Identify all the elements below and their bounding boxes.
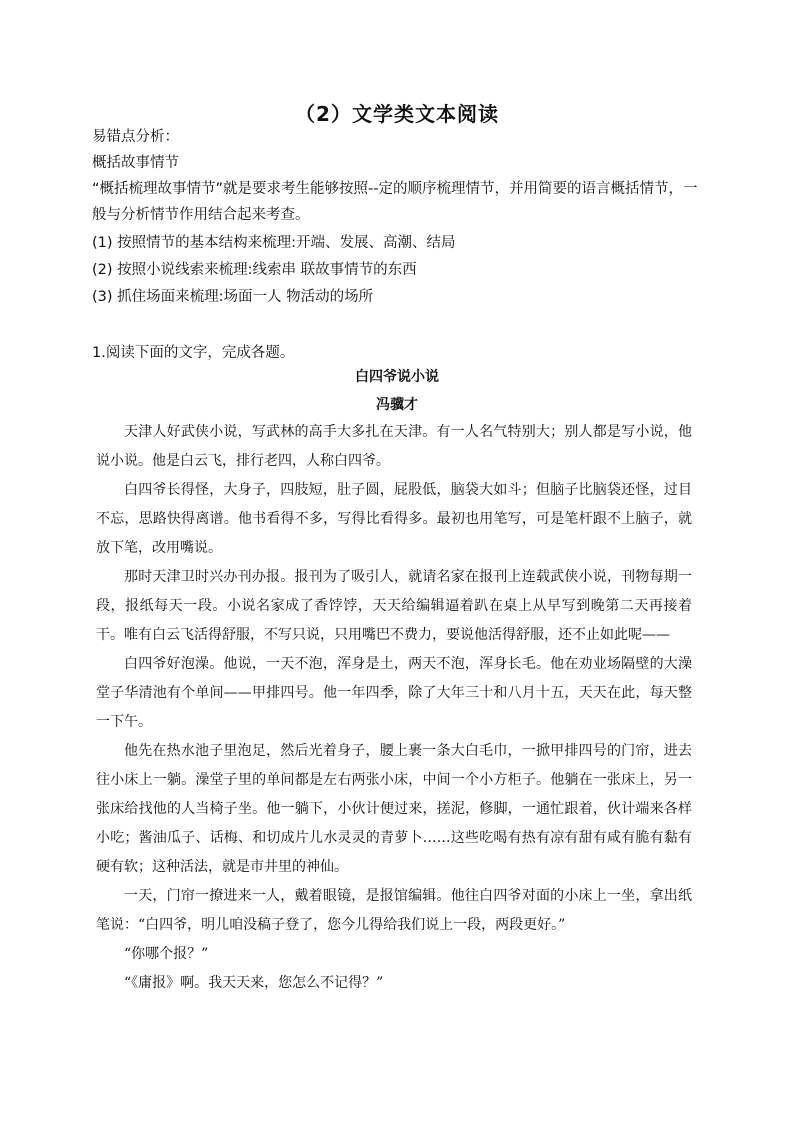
intro-point: (3) 抓住场面来梳理:场面一人 物活动的场所	[92, 289, 374, 305]
question-prompt: 1.阅读下面的文字，完成各题。	[92, 345, 295, 361]
page-title: （2）文学类文本阅读	[295, 102, 499, 126]
intro-point: (2) 按照小说线索来梳理:线索串 联故事情节的东西	[92, 262, 417, 278]
story-author: 冯骥才	[376, 397, 418, 413]
story-paragraph: 那时天津卫时兴办刊办报。报刊为了吸引人，就请名家在报刊上连载武侠小说，刊物每期一段，报纸每天一段。小说名家成了香饽饽，天天给编辑逼着趴在桌上从早写到晚第二天再接着干。唯有白云飞活得舒服，不写只说，只用嘴巴不费力，要说他活得舒服，还不止如此呢——	[96, 569, 692, 643]
intro-paragraph: “概括梳理故事情节”就是要求考生能够按照--定的顺序梳理情节，并用简要的语言概括情节，一般与分析情节作用结合起来考查。	[92, 181, 698, 223]
story-paragraph: 白四爷长得怪，大身子，四肢短，肚子圆，屁股低，脑袋大如斗；但脑子比脑袋还怪，过目不忘，思路快得离谱。他书看得不多，写得比看得多。最初也用笔写，可是笔杆跟不上脑子，就放下笔，改用嘴说。	[96, 482, 692, 556]
intro-heading: 概括故事情节	[92, 155, 179, 171]
story-paragraph: “《庸报》啊。我天天来，您怎么不记得？”	[124, 975, 384, 991]
story-paragraph: 一天，门帘一撩进来一人，戴着眼镜，是报馆编辑。他往白四爷对面的小床上一坐，拿出纸笔说：“白四爷，明儿咱没稿子登了，您今儿得给我们说上一段，两段更好。”	[96, 888, 692, 933]
intro-point: (1) 按照情节的基本结构来梳理:开端、发展、高潮、结局	[92, 235, 456, 251]
story-paragraph: “你哪个报？”	[124, 946, 209, 962]
story-body	[96, 418, 692, 998]
story-paragraph: 白四爷好泡澡。他说，一天不泡，浑身是土，两天不泡，浑身长毛。他在劝业场隔壁的大澡堂子华清池有个单间——甲排四号。他一年四季，除了大年三十和八月十五，天天在此，每天整一下午。	[96, 656, 692, 730]
story-paragraph: 他先在热水池子里泡足，然后光着身子，腰上裹一条大白毛巾，一掀甲排四号的门帘，进去往小床上一躺。澡堂子里的单间都是左右两张小床，中间一个小方柜子。他躺在一张床上，另一张床给找他的人当椅子坐。他一躺下，小伙计便过来，搓泥，修脚，一通忙跟着，伙计端来各样小吃；酱油瓜子、话梅、和切成片儿水灵灵的青萝卜……这些吃喝有热有凉有甜有咸有脆有黏有硬有软；这种活法，就是市井里的神仙。	[96, 743, 692, 875]
intro-label: 易错点分析：	[92, 129, 179, 145]
story-paragraph: 天津人好武侠小说，写武林的高手大多扎在天津。有一人名气特别大；别人都是写小说，他说小说。他是白云飞，排行老四，人称白四爷。	[96, 424, 692, 469]
intro-point-list	[92, 230, 706, 311]
story-title: 白四爷说小说	[355, 369, 439, 385]
